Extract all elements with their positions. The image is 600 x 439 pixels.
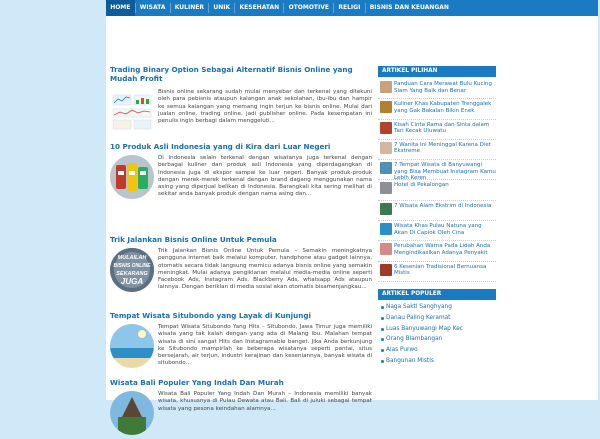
post-item (110, 142, 372, 198)
post-title[interactable]: Trading Binary Option Sebagai Alternatif Bisnis Online yang Mudah Profit (110, 65, 353, 83)
post-title[interactable]: Wisata Bali Populer Yang Indah Dan Murah (110, 378, 284, 387)
list-item[interactable] (378, 120, 496, 140)
thumbnail-icon (380, 223, 392, 235)
thumbnail-icon (380, 101, 392, 113)
list-item[interactable]: Bangunan Mistis (378, 356, 496, 367)
list-item-label[interactable]: 7 Tempat Wisata di Banyuwangi yang Bisa Membuat Instagram Kamu Lebih Keren (394, 162, 496, 182)
nav-unik[interactable]: UNIK (213, 4, 231, 11)
list-item[interactable] (378, 241, 496, 261)
sidebar (378, 66, 496, 367)
list-item[interactable] (378, 79, 496, 99)
list-item[interactable]: Luas Banyuwangi Map Kec (378, 324, 496, 335)
list-item[interactable] (378, 180, 496, 200)
nav-otomotive[interactable]: OTOMOTIVE (288, 4, 329, 11)
page-content (106, 16, 598, 412)
nav-wisata[interactable]: WISATA (139, 4, 166, 11)
list-item[interactable] (378, 160, 496, 180)
post-excerpt: Di Indonesia selain terkenal dengan wisatanya juga terkenal dengan berbagai kuliner dan produk asli Indonesia yang diperdagangkan di Indonesia juga di ekspor sampai ke luar negeri. Banyak produk-produk dengan merek-merek terkenal dengan brand dagang menggunakan nama asing yang diperjual belikan di Indonesia. Barangkali kita sering melihat di sekitar anda banyak produk dengan nama asing dan... (158, 155, 372, 198)
list-item-label[interactable]: 7 Wisata Alam Ekstrim di Indonesia (394, 202, 492, 209)
thumbnail-icon (380, 182, 392, 194)
nav-home[interactable]: HOME (106, 0, 135, 16)
list-item-label[interactable]: 6 Kesenian Tradisional Bernuansa Mistis (394, 263, 487, 277)
post-excerpt: Bisnis online sekarang sudah mulai menyebar dan terkenal yang ditekuni oleh para pebisnis ataupun kalangan anak sekolahan, ibu-ibu dan hampir ke semua kalangan yang memang ingin terjun ke bisnis online. Mulai dari jualan online, trading online, jadi publisher online. Pada kesempatan ini penulis ingin berbagi dalam menggeluti... (158, 89, 372, 125)
list-item[interactable] (378, 99, 496, 119)
thumbnail-text (110, 248, 154, 292)
thumbnail-icon (380, 142, 392, 154)
post-thumbnail[interactable] (110, 391, 154, 435)
list-item[interactable]: Danau Paling Keramat (378, 313, 496, 324)
post-excerpt: Trik Jalankan Bisnis Online Untuk Pemula – Semakin meningkatnya pengguna internet baik melalui komputer, handphone atau gadget lainnya, otomatis secara tidak langsung memicu adanya bisnis online yang semakin meningkat. Mulai adanya pengiklanan melalui media-media online seperti Facebook Ads, Instagram Ads, Blackberry Ads, whatsapp Ads ataupun lainnya. Dengan beriklan di media sosial akan otomatis bisamenjangkau... (158, 248, 372, 291)
thumbnail-icon (380, 122, 392, 134)
post-excerpt: Tempat Wisata Situbondo Yang Hits – Situbondo, Jawa Timur juga memiliki wisata yang tak kalah dengan yang ada di Malang ibu. Malahan tempat wisata di sini sangat Hits dan Instagramable banget. Jika Anda berkunjung ke Situbondo mampirlah ke beberapa wisatanya seperti pantai, situs bersejarah, air terjun, industri kerajinan dan keseniannya, banyak wisata di situbondo... (158, 324, 372, 367)
post-title[interactable]: 10 Produk Asli Indonesia yang di Kira dari Luar Negeri (110, 142, 331, 151)
list-item-label[interactable]: Hotel di Pekalongan (394, 182, 449, 189)
list-item-label[interactable]: Panduan Cara Merawat Bulu Kucing Siam Yang Baik dan Benar (394, 81, 493, 94)
post-item (110, 65, 372, 125)
list-item[interactable]: Naga Sakti Sanghyang (378, 302, 496, 313)
nav-kesehatan[interactable]: KESEHATAN (239, 4, 280, 11)
thumbnail-text-line: JUGA (120, 277, 144, 286)
post-title[interactable]: Trik Jalankan Bisnis Online Untuk Pemula (110, 235, 277, 244)
list-item-label[interactable]: Wisata Khas Pulau Natuna yang Akan Di Caplok Oleh Cina (394, 223, 482, 236)
chart-thumbnail-icon (110, 89, 154, 133)
list-item-label[interactable]: Kisah Cinta Rama dan Sinta dalam Tari Kecak Uluwatu (394, 121, 490, 135)
post-item (110, 235, 372, 291)
list-item-label[interactable]: Kuliner Khas Kabupaten Trenggalek yang Gak Bakalan Bikin Enek (394, 101, 492, 114)
post-excerpt: Wisata Bali Populer Yang Indah Dan Murah – Indonesia memiliki banyak wisata, khususnya di Pulau Dewata atau Bali. Bali di juluki sebagai tempat wisata yang pesona keindahan alamnya... (158, 391, 372, 412)
products-photo-icon (110, 155, 154, 199)
list-item-label[interactable]: Perubahan Warna Pada Lidah Anda Mengindikasikan Adanya Penyakit (394, 243, 491, 256)
list-item[interactable] (378, 262, 496, 282)
pilihan-list (378, 79, 496, 282)
temple-photo-icon (110, 391, 154, 435)
list-item[interactable]: Alas Purwo (378, 345, 496, 356)
nav-kuliner[interactable]: KULINER (174, 4, 204, 11)
top-nav (106, 0, 598, 16)
widget-title-pilihan: ARTIKEL PILIHAN (378, 66, 496, 77)
thumbnail-icon (380, 81, 392, 93)
thumbnail-icon (380, 264, 392, 276)
beach-photo-icon (110, 324, 154, 368)
list-item[interactable] (378, 221, 496, 241)
thumbnail-text-line: MULAILAH (117, 255, 147, 261)
post-thumbnail[interactable] (110, 89, 154, 133)
list-item[interactable] (378, 201, 496, 221)
post-title[interactable]: Tempat Wisata Situbondo yang Layak di Kunjungi (110, 311, 311, 320)
post-thumbnail[interactable] (110, 324, 154, 368)
post-item (110, 311, 372, 367)
nav-religi[interactable]: RELIGI (338, 4, 361, 11)
list-item-label[interactable]: 7 Wanita Ini Meninggal Karena Diet Ekstreme (394, 141, 491, 155)
post-thumbnail[interactable] (110, 155, 154, 199)
thumbnail-icon (380, 162, 392, 174)
thumbnail-icon (380, 243, 392, 255)
list-item[interactable] (378, 140, 496, 160)
thumbnail-text-line: SEKARANG (116, 271, 148, 277)
thumbnail-icon (380, 203, 392, 215)
populer-list (378, 302, 496, 367)
post-item (110, 378, 372, 412)
nav-bisnis-dan-keuangan[interactable]: BISNIS DAN KEUANGAN (369, 4, 449, 11)
list-item[interactable]: Orang Blambangan (378, 334, 496, 345)
widget-title-populer: ARTIKEL POPULER (378, 289, 496, 300)
post-thumbnail[interactable] (110, 248, 154, 292)
thumbnail-text-line: BISNIS ONLINE (113, 263, 151, 269)
